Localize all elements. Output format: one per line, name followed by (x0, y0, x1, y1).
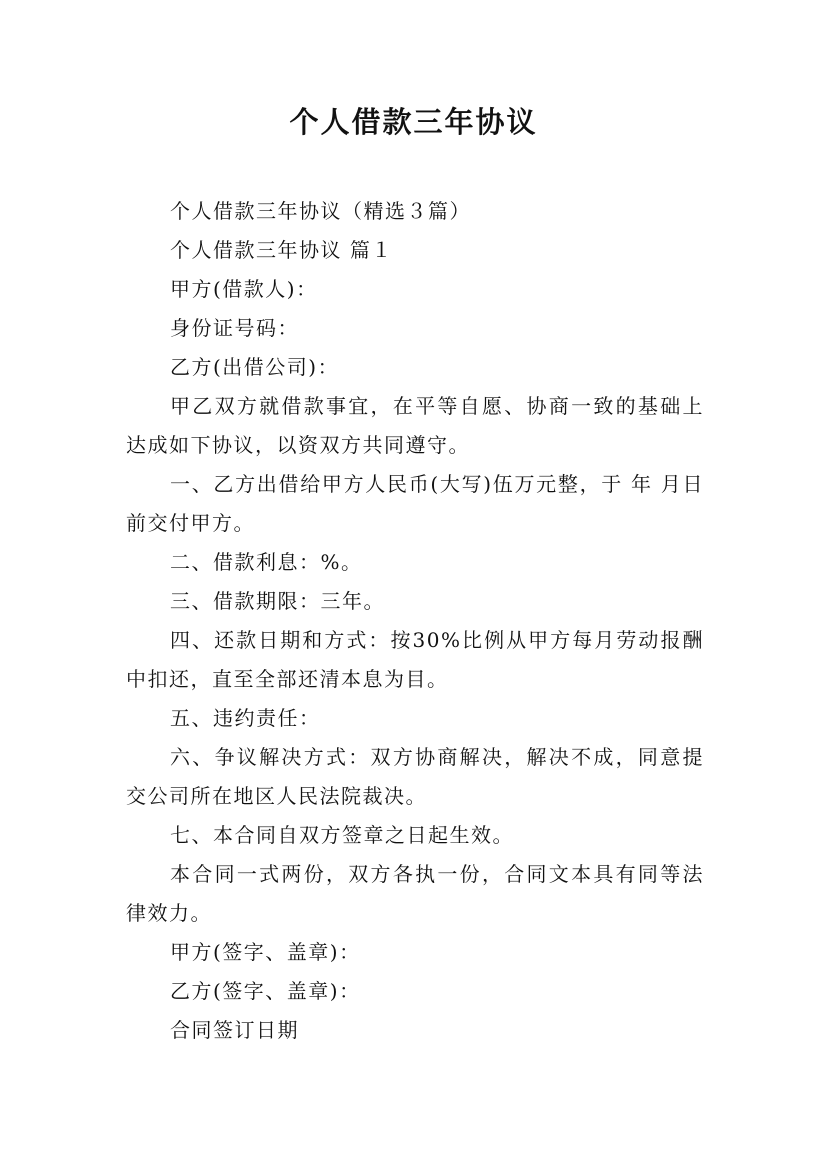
document-title: 个人借款三年协议 (289, 105, 538, 139)
paragraph-party-a: 甲方(借款人)： (170, 277, 318, 301)
paragraph-clause-4: 四、还款日期和方式：按30%比例从甲方每月劳动报酬中扣还，直至全部还清本息为目。 (126, 628, 704, 691)
paragraph-clause-3: 三、借款期限：三年。 (170, 589, 385, 613)
paragraph-article-heading: 个人借款三年协议 篇１ (170, 238, 393, 262)
paragraph-clause-1: 一、乙方出借给甲方人民币(大写)伍万元整，于 年 月日前交付甲方。 (126, 472, 704, 535)
paragraph-clause-2: 二、借款利息：%。 (170, 550, 363, 574)
paragraph-clause-7: 七、本合同自双方签章之日起生效。 (170, 823, 514, 847)
paragraph-signature-party-a: 甲方(签字、盖章)： (170, 940, 361, 964)
paragraph-collection-title: 个人借款三年协议（精选３篇） (170, 199, 471, 223)
paragraph-signing-date: 合同签订日期 (170, 1018, 299, 1042)
paragraph-preamble: 甲乙双方就借款事宜，在平等自愿、协商一致的基础上达成如下协议，以资双方共同遵守。 (126, 394, 704, 457)
paragraph-id-number: 身份证号码： (170, 316, 299, 340)
paragraph-signature-party-b: 乙方(签字、盖章)： (170, 979, 361, 1003)
document-body (126, 192, 704, 1050)
paragraph-copies: 本合同一式两份，双方各执一份，合同文本具有同等法律效力。 (126, 862, 704, 925)
paragraph-clause-5: 五、违约责任： (170, 706, 321, 730)
paragraph-clause-6: 六、争议解决方式：双方协商解决，解决不成，同意提交公司所在地区人民法院裁决。 (126, 745, 704, 808)
paragraph-party-b: 乙方(出借公司)： (170, 355, 340, 379)
